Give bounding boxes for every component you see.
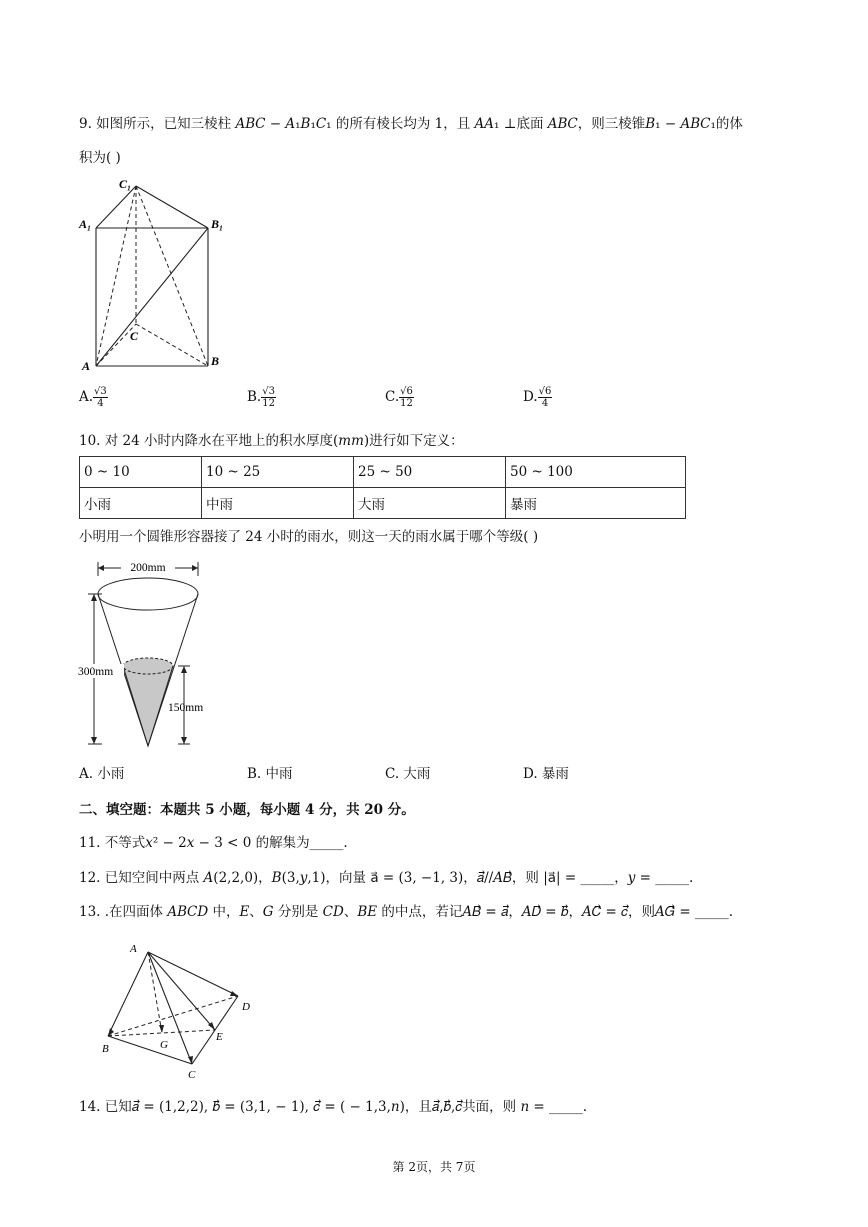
- option-letter: B.: [247, 389, 262, 405]
- page-footer: 第 2页，共 7页: [392, 1160, 476, 1174]
- q9-option-b[interactable]: [247, 386, 276, 409]
- q9-option-a[interactable]: [79, 386, 108, 409]
- q10-option-c[interactable]: C. 大雨: [385, 766, 431, 782]
- table-cell: 50 ~ 100: [506, 457, 686, 488]
- frac-num: √6: [400, 386, 413, 397]
- table-cell: 中雨: [202, 488, 354, 519]
- q13-stem: 13. .在四面体 𝐴𝐵𝐶𝐷 中，𝐸、𝐺 分别是 𝐶𝐷、𝐵𝐸 的中点，若记𝐴𝐵⃗ = 𝑎⃗，𝐴𝐷⃗ = 𝑏⃗，𝐴𝐶⃗ = 𝑐⃗，则𝐴𝐺⃗ = _____.: [79, 904, 734, 920]
- table-cell: 大雨: [354, 488, 506, 519]
- q10-stem-line2: 小明用一个圆锥形容器接了 24 小时的雨水，则这一天的雨水属于哪个等级( ): [79, 529, 539, 545]
- prism-figure: [76, 172, 236, 374]
- frac-den: 12: [262, 398, 275, 409]
- frac-num: √6: [538, 386, 552, 397]
- section-heading-fill-in: 二、填空题：本题共 5 小题，每小题 4 分，共 20 分。: [79, 802, 415, 818]
- label-water-height: 150mm: [168, 702, 204, 714]
- label-B1: B₁: [211, 217, 224, 231]
- q12-stem: 12. 已知空间中两点 𝐴(2,2,0)，𝐵(3,𝑦,1)，向量 a⃗ = (3, −1, 3)，𝑎⃗//𝐴𝐵⃗，则 |a⃗| = _____，𝑦 = _____.: [79, 870, 694, 886]
- q9-option-c[interactable]: [385, 386, 414, 409]
- frac-num: √3: [94, 386, 107, 397]
- label-D: D: [242, 1001, 250, 1013]
- cone-figure: [76, 558, 216, 754]
- table-cell: 暴雨: [506, 488, 686, 519]
- q10-option-d[interactable]: D. 暴雨: [523, 766, 569, 782]
- q10-stem-line1: 10. 对 24 小时内降水在平地上的积水厚度(𝑚𝑚)进行如下定义：: [79, 433, 464, 449]
- tetrahedron-figure: [96, 936, 256, 1084]
- table-cell: 10 ~ 25: [202, 457, 354, 488]
- label-C: C: [188, 1069, 196, 1081]
- frac-den: 4: [97, 398, 104, 409]
- q9-stem-line2: 积为( ): [79, 150, 121, 166]
- option-letter: A.: [79, 389, 94, 405]
- q10-option-b[interactable]: B. 中雨: [247, 766, 293, 782]
- frac-den: 4: [541, 398, 549, 409]
- option-fraction: [261, 386, 276, 409]
- table-row: [80, 488, 686, 519]
- q9-stem-line1: 9. 如图所示，已知三棱柱 𝐴𝐵𝐶 − 𝐴₁𝐵₁𝐶₁ 的所有棱长均为 1，且 𝐴𝐴₁ ⊥底面 𝐴𝐵𝐶，则三棱锥𝐵₁ − 𝐴𝐵𝐶₁的体: [79, 116, 743, 132]
- label-B: B: [211, 354, 220, 368]
- rain-definition-table: [79, 456, 686, 519]
- label-A1: A₁: [79, 217, 92, 231]
- q9-option-d[interactable]: [523, 386, 552, 409]
- q10-option-a[interactable]: A. 小雨: [79, 766, 125, 782]
- table-cell: 小雨: [80, 488, 202, 519]
- option-fraction: [399, 386, 414, 409]
- q14-stem: 14. 已知𝑎⃗ = (1,2,2), 𝑏⃗ = (3,1, − 1), 𝑐⃗ = ( − 1,3,𝑛)，且𝑎⃗,𝑏⃗,𝑐⃗共面，则 𝑛 = _____.: [79, 1099, 588, 1115]
- label-C: C: [130, 329, 139, 343]
- label-G: G: [160, 1039, 168, 1051]
- frac-num: √3: [262, 386, 275, 397]
- label-height: 300mm: [78, 666, 114, 678]
- frac-den: 12: [400, 398, 413, 409]
- table-cell: 0 ~ 10: [80, 457, 202, 488]
- q11-stem: 11. 不等式𝑥² − 2𝑥 − 3 < 0 的解集为_____.: [79, 835, 348, 851]
- label-B: B: [102, 1043, 109, 1055]
- option-fraction: [93, 386, 108, 409]
- label-A: A: [130, 943, 137, 955]
- label-E: E: [216, 1031, 223, 1043]
- label-top-diameter: 200mm: [130, 562, 166, 574]
- table-row: [80, 457, 686, 488]
- option-letter: D.: [523, 389, 538, 405]
- label-A: A: [82, 359, 91, 373]
- option-fraction: [538, 386, 553, 409]
- option-letter: C.: [385, 389, 400, 405]
- table-cell: 25 ~ 50: [354, 457, 506, 488]
- label-C1: C₁: [119, 177, 132, 191]
